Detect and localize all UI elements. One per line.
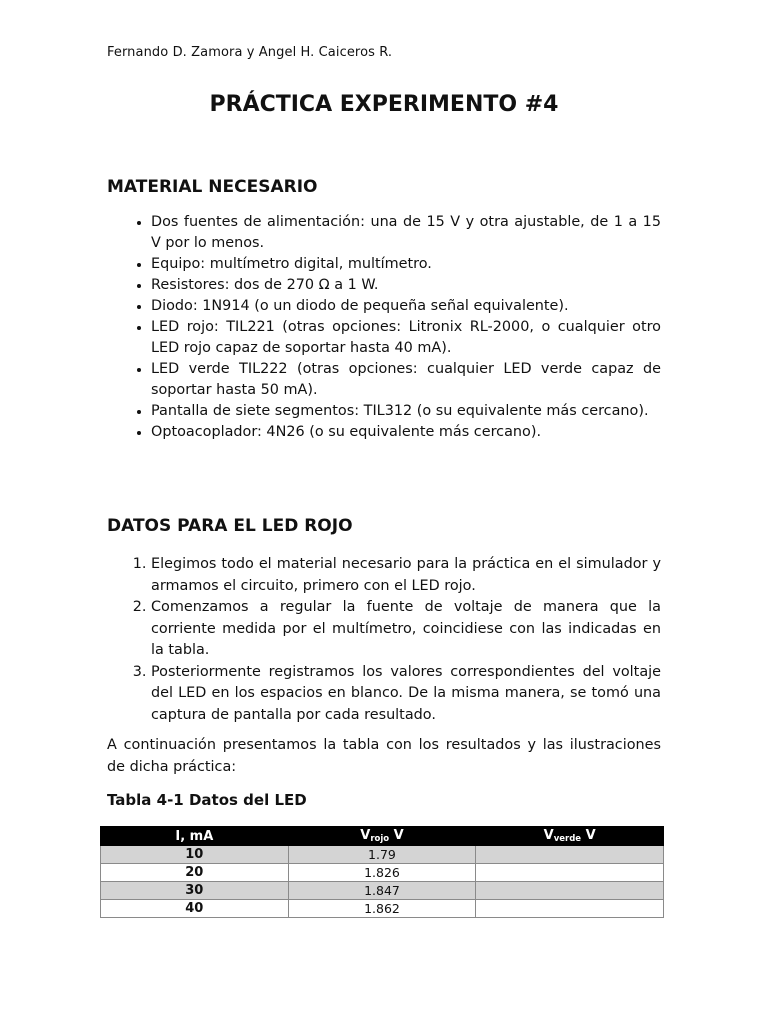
list-item: • LED verde TIL222 (otras opciones: cualquier LED verde capaz de soportar hasta 50 mA).	[151, 359, 661, 401]
list-item: • Dos fuentes de alimentación: una de 15 V y otra ajustable, de 1 a 15 V por lo menos.	[151, 212, 661, 254]
list-item: • Optoacoplador: 4N26 (o su equivalente más cercano).	[151, 422, 661, 443]
cell-v-rojo: 1.862	[288, 900, 476, 918]
author-line: Fernando D. Zamora y Angel H. Caiceros R.	[107, 45, 393, 60]
page-title: PRÁCTICA EXPERIMENTO #4	[209, 92, 559, 117]
list-item: • Diodo: 1N914 (o un diodo de pequeña señal equivalente).	[151, 296, 661, 317]
material-list	[107, 212, 661, 443]
cell-current: 10	[101, 846, 289, 864]
list-item: • Equipo: multímetro digital, multímetro.	[151, 254, 661, 275]
step-item: 2. Comenzamos a regular la fuente de voltaje de manera que la corriente medida por el multímetro, coincidiese con las indicadas en la tabla.	[151, 597, 661, 662]
intro-paragraph: A continuación presentamos la tabla con los resultados y las ilustraciones de dicha práctica:	[107, 737, 661, 775]
section-heading-led-rojo: DATOS PARA EL LED ROJO	[107, 516, 353, 536]
table-row	[101, 900, 664, 918]
list-item: • LED rojo: TIL221 (otras opciones: Litronix RL-2000, o cualquier otro LED rojo capaz de soportar hasta 40 mA).	[151, 317, 661, 359]
cell-v-rojo: 1.79	[288, 846, 476, 864]
header-current: I, mA	[101, 827, 289, 846]
table-caption: Tabla 4-1 Datos del LED	[107, 791, 307, 809]
table-row	[101, 882, 664, 900]
step-item: 1. Elegimos todo el material necesario para la práctica en el simulador y armamos el circuito, primero con el LED rojo.	[151, 554, 661, 597]
header-v-rojo: $V_{rojo}$ V	[288, 827, 476, 846]
cell-current: 20	[101, 864, 289, 882]
cell-v-verde	[476, 900, 664, 918]
cell-v-verde	[476, 846, 664, 864]
table-row	[101, 846, 664, 864]
cell-v-verde	[476, 882, 664, 900]
step-item: 3. Posteriormente registramos los valores correspondientes del voltaje del LED en los espacios en blanco. De la misma manera, se tomó una captura de pantalla por cada resultado.	[151, 662, 661, 727]
cell-current: 30	[101, 882, 289, 900]
table-row	[101, 864, 664, 882]
list-item: • Pantalla de siete segmentos: TIL312 (o su equivalente más cercano).	[151, 401, 661, 422]
cell-v-rojo: 1.847	[288, 882, 476, 900]
list-item: • Resistores: dos de 270 Ω a 1 W.	[151, 275, 661, 296]
led-data-table	[100, 826, 664, 918]
cell-v-rojo: 1.826	[288, 864, 476, 882]
section-heading-material: MATERIAL NECESARIO	[107, 177, 318, 197]
cell-current: 40	[101, 900, 289, 918]
cell-v-verde	[476, 864, 664, 882]
header-v-verde: $V_{verde}$ V	[476, 827, 664, 846]
procedure-steps	[107, 554, 661, 726]
table-header-row	[101, 827, 664, 846]
